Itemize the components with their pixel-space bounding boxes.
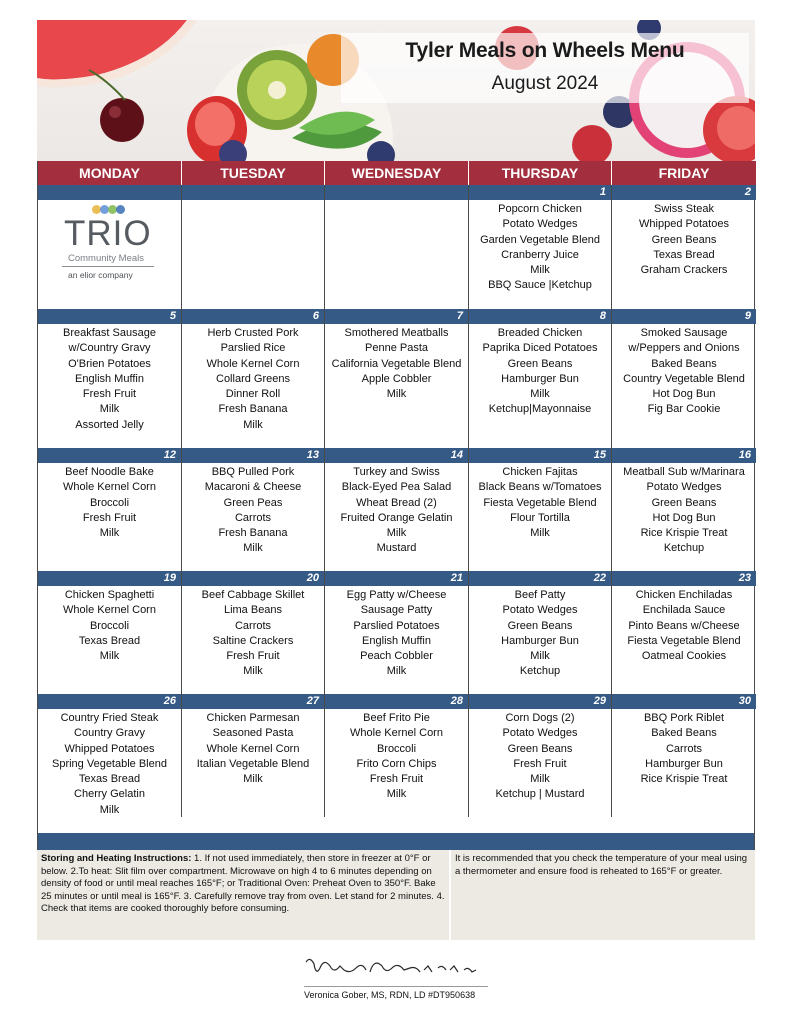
- date-number: 23: [612, 571, 756, 586]
- meal-item: Garden Vegetable Blend: [480, 233, 600, 246]
- meal-item: Swiss Steak: [654, 203, 714, 215]
- meal-item: Whole Kernel Corn: [206, 357, 300, 370]
- meal-item: Sausage Patty: [360, 604, 433, 617]
- meal-item: Spring Vegetable Blend: [52, 757, 167, 770]
- meal-item: Milk: [386, 665, 407, 678]
- temperature-note: It is recommended that you check the temperature of your meal using a thermometer and ensure food is reheated to 165°F or greater.: [451, 850, 755, 940]
- date-number: 21: [325, 571, 468, 586]
- meal-list: [612, 465, 756, 557]
- day-cell: [182, 694, 325, 817]
- meal-list: [38, 326, 181, 433]
- meal-list: [612, 711, 756, 787]
- meal-item: Beef Frito Pie: [363, 712, 430, 724]
- meal-item: Cherry Gelatin: [74, 788, 145, 801]
- menu-calendar: [37, 161, 755, 850]
- meal-item: Milk: [99, 403, 120, 416]
- meal-item: Wheat Bread (2): [356, 496, 437, 509]
- date-number: 16: [612, 448, 756, 463]
- meal-item: Herb Crusted Pork: [207, 327, 299, 339]
- meal-item: Milk: [530, 527, 550, 540]
- day-cell: [325, 571, 469, 694]
- meal-item: Broccoli: [89, 496, 130, 509]
- day-cell: [612, 694, 756, 817]
- date-number: 8: [469, 309, 611, 324]
- logo-dot-icon: [116, 205, 125, 214]
- meal-item: Saltine Crackers: [212, 634, 294, 647]
- meal-item: Beef Noodle Bake: [65, 466, 154, 478]
- meal-item: Texas Bread: [653, 248, 715, 261]
- meal-item: Dinner Roll: [225, 388, 281, 401]
- meal-item: Flour Tortilla: [510, 511, 570, 524]
- meal-item: California Vegetable Blend: [331, 357, 462, 370]
- meal-item: Texas Bread: [78, 634, 141, 647]
- meal-list: [469, 202, 611, 294]
- meal-item: Black-Eyed Pea Salad: [341, 481, 452, 494]
- date-number: 30: [612, 694, 756, 709]
- day-cell: [182, 309, 325, 448]
- meal-item: Milk: [386, 388, 407, 401]
- meal-list: [469, 711, 611, 803]
- meal-list: [38, 465, 181, 541]
- meal-item: Fig Bar Cookie: [647, 403, 721, 416]
- meal-item: Fiesta Vegetable Blend: [483, 496, 597, 509]
- meal-item: Green Beans: [507, 357, 573, 370]
- meal-item: Potato Wedges: [502, 727, 578, 740]
- day-cell: [325, 185, 469, 309]
- day-cell: [325, 309, 469, 448]
- meal-item: Black Beans w/Tomatoes: [478, 481, 602, 494]
- meal-item: Carrots: [665, 742, 703, 755]
- meal-list: [469, 588, 611, 680]
- meal-item: Hamburger Bun: [501, 634, 579, 647]
- meal-item: Potato Wedges: [502, 604, 578, 617]
- meal-item: Chicken Parmesan: [206, 712, 300, 724]
- meal-item: Paprika Diced Potatoes: [482, 342, 598, 355]
- date-number: 12: [38, 448, 181, 463]
- meal-item: Enchilada Sauce: [642, 604, 726, 617]
- day-header-monday: MONDAY: [38, 161, 182, 185]
- logo-divider: [62, 266, 154, 267]
- date-number: 6: [182, 309, 324, 324]
- meal-item: Country Fried Steak: [60, 712, 159, 724]
- meal-item: Whole Kernel Corn: [63, 481, 156, 494]
- meal-item: Green Beans: [651, 233, 717, 246]
- day-cell: [612, 309, 756, 448]
- day-header-friday: FRIDAY: [612, 161, 756, 185]
- meal-item: Frito Corn Chips: [356, 757, 437, 770]
- meal-list: [325, 326, 468, 402]
- meal-item: Graham Crackers: [640, 264, 728, 277]
- meal-item: Corn Dogs (2): [505, 712, 575, 724]
- meal-item: Green Peas: [223, 496, 283, 509]
- date-number: [182, 185, 324, 200]
- meal-list: [182, 588, 324, 680]
- meal-list: [182, 326, 324, 433]
- meal-list: [182, 465, 324, 557]
- signature-line: [304, 986, 488, 987]
- meal-item: Macaroni & Cheese: [204, 481, 302, 494]
- meal-item: Ketchup|Mayonnaise: [488, 403, 592, 416]
- meal-list: [469, 465, 611, 541]
- meal-item: Parslied Potatoes: [353, 619, 440, 632]
- date-number: 14: [325, 448, 468, 463]
- meal-item: Collard Greens: [216, 372, 290, 385]
- menu-month: August 2024: [491, 73, 599, 94]
- meal-item: Assorted Jelly: [75, 418, 144, 431]
- meal-item: Chicken Fajitas: [502, 466, 578, 478]
- menu-title: Tyler Meals on Wheels Menu: [405, 39, 685, 62]
- meal-item: Cranberry Juice: [501, 248, 579, 261]
- meal-item: Broccoli: [376, 742, 417, 755]
- meal-item: Chicken Spaghetti: [64, 589, 155, 601]
- date-number: [38, 185, 181, 200]
- meal-item: Whipped Potatoes: [639, 218, 729, 231]
- meal-item: Potato Wedges: [646, 481, 722, 494]
- trio-logo: [64, 205, 156, 280]
- meal-item: Peach Cobbler: [360, 650, 433, 663]
- meal-item: Milk: [99, 527, 120, 540]
- signature-name: Veronica Gober, MS, RDN, LD #DT950638: [304, 990, 476, 1000]
- meal-item: w/Peppers and Onions: [628, 342, 740, 355]
- date-number: 7: [325, 309, 468, 324]
- meal-item: Hot Dog Bun: [652, 388, 716, 401]
- meal-item: Fresh Fruit: [369, 773, 424, 786]
- meal-item: Hamburger Bun: [501, 372, 579, 385]
- day-cell: [612, 448, 756, 571]
- meal-item: Texas Bread: [78, 773, 141, 786]
- meal-item: Milk: [530, 773, 550, 786]
- day-cell: [469, 571, 612, 694]
- date-number: 2: [612, 185, 756, 200]
- meal-list: [325, 465, 468, 557]
- day-cell: [612, 571, 756, 694]
- day-cell: [38, 309, 182, 448]
- date-number: 26: [38, 694, 181, 709]
- meal-item: w/Country Gravy: [68, 342, 151, 355]
- meal-item: Whipped Potatoes: [64, 742, 155, 755]
- meal-item: Pinto Beans w/Cheese: [628, 619, 740, 632]
- logo-wordmark: TRIO: [64, 214, 152, 253]
- meal-item: Beef Cabbage Skillet: [201, 589, 305, 601]
- meal-item: Apple Cobbler: [361, 372, 432, 385]
- day-cell: [38, 571, 182, 694]
- date-number: 15: [469, 448, 611, 463]
- meal-item: Whole Kernel Corn: [63, 604, 156, 617]
- meal-item: Milk: [530, 264, 550, 277]
- storing-text: 1. If not used immediately, then store in freezer at 0°F or below. 2.To heat: Slit film over compartment. Microwave on high 4 to 6 minutes depending on density of food or until meal reaches 165°F; or Traditional Oven: Preheat Oven to 350°F. Bake 25 minutes or until meal is 165°F. 3. Carefully remove tray from oven. Let stand for 2 minutes. 4. Check that items are cooked thoroughly before consuming.: [41, 853, 445, 914]
- meal-item: Broccoli: [89, 619, 130, 632]
- meal-item: Turkey and Swiss: [353, 466, 440, 478]
- meal-item: BBQ Sauce |Ketchup: [488, 279, 592, 292]
- meal-list: [325, 588, 468, 680]
- logo-company: an elior company: [68, 270, 133, 280]
- meal-item: Country Gravy: [74, 727, 145, 740]
- meal-item: Egg Patty w/Cheese: [346, 589, 447, 601]
- meal-item: Italian Vegetable Blend: [196, 757, 310, 770]
- meal-item: Milk: [243, 773, 263, 786]
- date-number: 1: [469, 185, 611, 200]
- date-number: [325, 185, 468, 200]
- day-cell: [469, 448, 612, 571]
- meal-item: Green Beans: [507, 742, 573, 755]
- meal-item: O'Brien Potatoes: [68, 357, 151, 370]
- meal-item: Country Vegetable Blend: [623, 372, 745, 385]
- meal-item: English Muffin: [75, 372, 144, 385]
- date-number: 22: [469, 571, 611, 586]
- meal-item: Rice Krispie Treat: [640, 773, 728, 786]
- meal-list: [612, 202, 756, 278]
- meal-item: Hot Dog Bun: [652, 511, 716, 524]
- hero-banner: [37, 20, 755, 161]
- day-header-wednesday: WEDNESDAY: [325, 161, 469, 185]
- meal-item: Whole Kernel Corn: [206, 742, 300, 755]
- date-number: 29: [469, 694, 611, 709]
- meal-item: Lima Beans: [223, 604, 283, 617]
- meal-item: Potato Wedges: [502, 218, 578, 231]
- meal-item: Milk: [386, 788, 407, 801]
- date-number: 28: [325, 694, 468, 709]
- meal-item: Milk: [243, 542, 263, 555]
- handwritten-signature: [300, 950, 490, 984]
- meal-item: English Muffin: [362, 634, 431, 647]
- meal-item: Milk: [243, 665, 263, 678]
- meal-item: Baked Beans: [651, 727, 717, 740]
- day-cell: [469, 694, 612, 817]
- meal-item: Oatmeal Cookies: [641, 650, 727, 663]
- meal-item: Ketchup: [663, 542, 705, 555]
- meal-list: [469, 326, 611, 418]
- meal-item: Mustard: [376, 542, 417, 555]
- meal-item: Fresh Banana: [218, 527, 288, 540]
- meal-item: Hamburger Bun: [645, 757, 723, 770]
- meal-list: [612, 326, 756, 418]
- title-panel: [341, 33, 749, 103]
- day-cell: [182, 571, 325, 694]
- meal-item: Whole Kernel Corn: [350, 727, 443, 740]
- date-number: 19: [38, 571, 181, 586]
- meal-item: Meatball Sub w/Marinara: [623, 466, 745, 478]
- day-cell: [182, 448, 325, 571]
- calendar-footer-bar: [38, 833, 754, 850]
- day-header-tuesday: TUESDAY: [182, 161, 325, 185]
- meal-item: Fresh Banana: [218, 403, 288, 416]
- meal-item: Chicken Enchiladas: [635, 589, 733, 601]
- day-cell: [182, 185, 325, 309]
- day-cell: [469, 185, 612, 309]
- meal-item: Ketchup | Mustard: [495, 788, 585, 801]
- meal-item: Penne Pasta: [365, 342, 428, 355]
- meal-item: Ketchup: [519, 665, 561, 678]
- day-cell: [469, 309, 612, 448]
- date-number: 9: [612, 309, 756, 324]
- meal-list: [182, 711, 324, 787]
- meal-item: Beef Patty: [514, 589, 566, 601]
- storing-label: Storing and Heating Instructions:: [41, 853, 192, 864]
- meal-item: Parslied Rice: [220, 342, 286, 355]
- meal-item: Fiesta Vegetable Blend: [627, 634, 741, 647]
- day-cell: [612, 185, 756, 309]
- day-cell: [325, 694, 469, 817]
- meal-item: Fresh Fruit: [82, 511, 137, 524]
- day-cell: [325, 448, 469, 571]
- meal-item: BBQ Pulled Pork: [211, 466, 295, 478]
- meal-item: Fresh Fruit: [226, 650, 280, 663]
- meal-item: Seasoned Pasta: [212, 727, 294, 740]
- day-cell: [38, 185, 182, 309]
- meal-list: [325, 711, 468, 803]
- storing-instructions: [37, 850, 449, 940]
- meal-item: Smothered Meatballs: [344, 327, 449, 339]
- meal-item: Breaded Chicken: [497, 327, 583, 339]
- meal-item: Rice Krispie Treat: [640, 527, 728, 540]
- date-number: 20: [182, 571, 324, 586]
- meal-item: Carrots: [234, 511, 272, 524]
- day-header-thursday: THURSDAY: [469, 161, 612, 185]
- meal-item: Milk: [386, 527, 407, 540]
- date-number: 27: [182, 694, 324, 709]
- meal-item: Fresh Fruit: [513, 757, 567, 770]
- meal-item: Breakfast Sausage: [63, 327, 156, 339]
- meal-item: Green Beans: [507, 619, 573, 632]
- day-cell: [38, 448, 182, 571]
- meal-list: [38, 711, 181, 818]
- meal-item: Smoked Sausage: [640, 327, 728, 339]
- date-number: 13: [182, 448, 324, 463]
- day-cell: [38, 694, 182, 817]
- meal-item: Milk: [99, 803, 120, 816]
- meal-item: Milk: [99, 650, 120, 663]
- meal-item: Baked Beans: [651, 357, 717, 370]
- meal-list: [38, 588, 181, 664]
- meal-item: Milk: [530, 388, 550, 401]
- meal-item: Popcorn Chicken: [498, 203, 582, 215]
- meal-list: [612, 588, 756, 664]
- meal-item: Carrots: [234, 619, 272, 632]
- meal-item: Fruited Orange Gelatin: [340, 511, 453, 524]
- logo-tagline: Community Meals: [68, 253, 145, 264]
- meal-item: Green Beans: [651, 496, 717, 509]
- date-number: 5: [38, 309, 181, 324]
- meal-item: Milk: [530, 650, 550, 663]
- meal-item: Fresh Fruit: [82, 388, 137, 401]
- meal-item: Milk: [243, 418, 263, 431]
- meal-item: BBQ Pork Riblet: [643, 712, 725, 724]
